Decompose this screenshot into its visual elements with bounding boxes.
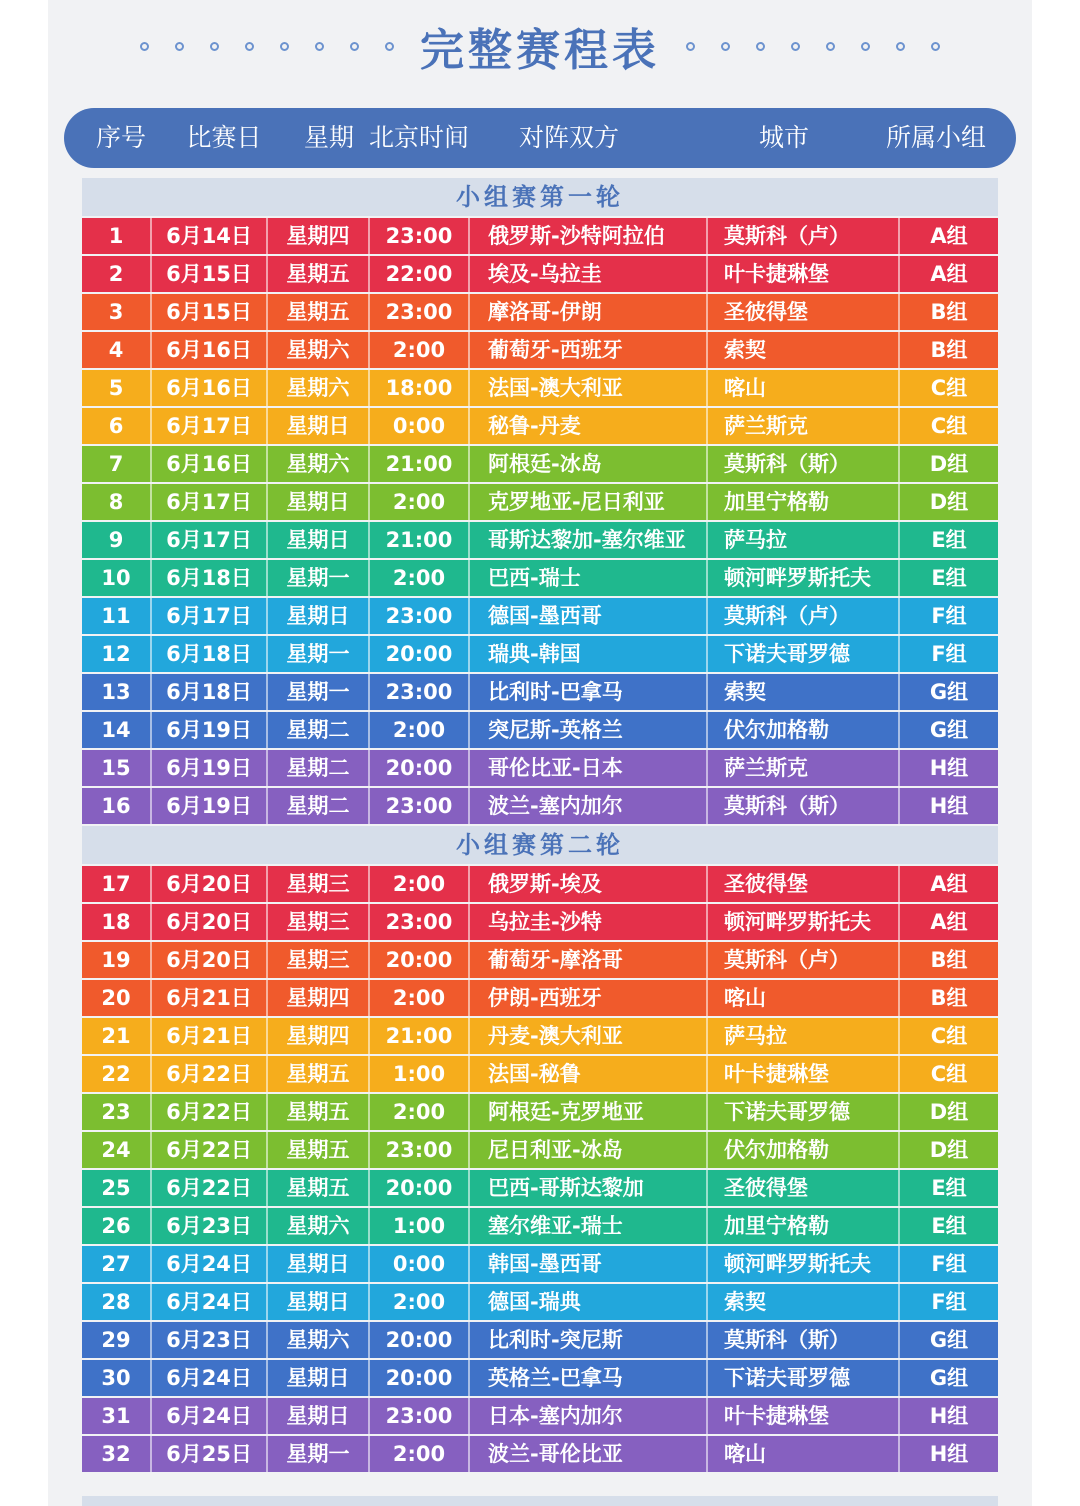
match-date: 6月20日 (152, 942, 268, 978)
match-teams: 瑞典-韩国 (470, 636, 708, 672)
match-city: 莫斯科（斯） (708, 788, 900, 824)
match-time: 1:00 (370, 1208, 470, 1244)
round-label: 小组赛第一轮 (82, 178, 998, 216)
header-group: 所属小组 (885, 123, 986, 152)
match-teams: 波兰-塞内加尔 (470, 788, 708, 824)
match-teams: 德国-墨西哥 (470, 598, 708, 634)
match-number: 24 (82, 1132, 152, 1168)
match-date: 6月16日 (152, 446, 268, 482)
match-time: 20:00 (370, 1170, 470, 1206)
match-date: 6月22日 (152, 1094, 268, 1130)
schedule-table (82, 178, 998, 1474)
match-time: 20:00 (370, 942, 470, 978)
match-teams: 葡萄牙-西班牙 (470, 332, 708, 368)
match-city: 圣彼得堡 (708, 866, 900, 902)
match-time: 2:00 (370, 1094, 470, 1130)
match-city: 莫斯科（卢） (708, 598, 900, 634)
match-city: 顿河畔罗斯托夫 (708, 1246, 900, 1282)
match-time: 2:00 (370, 484, 470, 520)
table-row (82, 712, 998, 748)
match-city: 萨兰斯克 (708, 408, 900, 444)
match-date: 6月24日 (152, 1246, 268, 1282)
match-weekday: 星期日 (268, 598, 370, 634)
match-weekday: 星期日 (268, 1246, 370, 1282)
match-city: 顿河畔罗斯托夫 (708, 560, 900, 596)
match-city: 叶卡捷琳堡 (708, 256, 900, 292)
match-date: 6月17日 (152, 484, 268, 520)
match-date: 6月24日 (152, 1284, 268, 1320)
match-weekday: 星期四 (268, 218, 370, 254)
match-date: 6月18日 (152, 560, 268, 596)
match-time: 23:00 (370, 788, 470, 824)
match-group: C组 (930, 1024, 968, 1048)
match-time: 21:00 (370, 1018, 470, 1054)
match-time: 2:00 (370, 332, 470, 368)
match-number: 5 (82, 370, 152, 406)
match-teams: 尼日利亚-冰岛 (470, 1132, 708, 1168)
match-date: 6月19日 (152, 712, 268, 748)
match-number: 15 (82, 750, 152, 786)
match-date: 6月14日 (152, 218, 268, 254)
match-date: 6月16日 (152, 370, 268, 406)
header-number: 序号 (95, 123, 146, 152)
match-weekday: 星期五 (268, 256, 370, 292)
header-weekday: 星期 (303, 123, 354, 152)
match-group: G组 (929, 680, 969, 704)
match-number: 4 (82, 332, 152, 368)
table-row (82, 1322, 998, 1358)
table-row (82, 598, 998, 634)
right-dot-decoration (686, 42, 940, 51)
match-time: 2:00 (370, 560, 470, 596)
match-teams: 塞尔维亚-瑞士 (470, 1208, 708, 1244)
match-date: 6月22日 (152, 1132, 268, 1168)
table-row (82, 1208, 998, 1244)
match-date: 6月15日 (152, 256, 268, 292)
table-row (82, 332, 998, 368)
table-row (82, 522, 998, 558)
table-row (82, 1360, 998, 1396)
match-number: 12 (82, 636, 152, 672)
match-city: 索契 (708, 674, 900, 710)
match-time: 23:00 (370, 674, 470, 710)
match-time: 23:00 (370, 218, 470, 254)
match-weekday: 星期四 (268, 1018, 370, 1054)
match-weekday: 星期六 (268, 1322, 370, 1358)
match-number: 30 (82, 1360, 152, 1396)
schedule-page (48, 0, 1032, 1506)
match-teams: 摩洛哥-伊朗 (470, 294, 708, 330)
match-city: 加里宁格勒 (708, 484, 900, 520)
match-group: B组 (930, 338, 968, 362)
match-number: 27 (82, 1246, 152, 1282)
match-date: 6月20日 (152, 866, 268, 902)
match-weekday: 星期一 (268, 636, 370, 672)
table-row (82, 1284, 998, 1320)
table-row (82, 294, 998, 330)
match-weekday: 星期日 (268, 408, 370, 444)
match-teams: 韩国-墨西哥 (470, 1246, 708, 1282)
match-group: A组 (930, 262, 968, 286)
header-beijing-time: 北京时间 (368, 123, 469, 152)
match-teams: 日本-塞内加尔 (470, 1398, 708, 1434)
match-weekday: 星期三 (268, 904, 370, 940)
match-time: 0:00 (370, 408, 470, 444)
match-group: A组 (930, 872, 968, 896)
match-date: 6月24日 (152, 1360, 268, 1396)
table-row (82, 750, 998, 786)
match-teams: 葡萄牙-摩洛哥 (470, 942, 708, 978)
match-weekday: 星期五 (268, 294, 370, 330)
match-group: C组 (930, 376, 968, 400)
match-group: G组 (929, 1328, 969, 1352)
match-number: 6 (82, 408, 152, 444)
match-number: 22 (82, 1056, 152, 1092)
match-weekday: 星期五 (268, 1170, 370, 1206)
match-city: 喀山 (708, 980, 900, 1016)
match-date: 6月15日 (152, 294, 268, 330)
match-number: 19 (82, 942, 152, 978)
match-teams: 丹麦-澳大利亚 (470, 1018, 708, 1054)
match-date: 6月19日 (152, 750, 268, 786)
match-time: 2:00 (370, 866, 470, 902)
match-weekday: 星期五 (268, 1094, 370, 1130)
match-city: 萨马拉 (708, 522, 900, 558)
match-teams: 阿根廷-克罗地亚 (470, 1094, 708, 1130)
match-weekday: 星期日 (268, 484, 370, 520)
match-weekday: 星期六 (268, 332, 370, 368)
match-teams: 埃及-乌拉圭 (470, 256, 708, 292)
table-row (82, 1018, 998, 1054)
table-row (82, 674, 998, 710)
match-weekday: 星期一 (268, 674, 370, 710)
match-date: 6月23日 (152, 1322, 268, 1358)
match-time: 23:00 (370, 294, 470, 330)
match-number: 25 (82, 1170, 152, 1206)
match-number: 7 (82, 446, 152, 482)
match-teams: 伊朗-西班牙 (470, 980, 708, 1016)
left-dot-decoration (140, 42, 394, 51)
match-group: E组 (931, 1176, 967, 1200)
match-weekday: 星期二 (268, 788, 370, 824)
table-row (82, 980, 998, 1016)
match-number: 32 (82, 1436, 152, 1472)
match-city: 下诺夫哥罗德 (708, 1094, 900, 1130)
match-group: H组 (929, 756, 969, 780)
match-group: G组 (929, 1366, 969, 1390)
match-weekday: 星期五 (268, 1132, 370, 1168)
match-time: 23:00 (370, 598, 470, 634)
match-date: 6月17日 (152, 598, 268, 634)
match-city: 莫斯科（卢） (708, 942, 900, 978)
match-group: A组 (930, 224, 968, 248)
match-time: 20:00 (370, 636, 470, 672)
match-weekday: 星期日 (268, 1360, 370, 1396)
match-group: H组 (929, 1442, 969, 1466)
match-number: 9 (82, 522, 152, 558)
match-teams: 哥斯达黎加-塞尔维亚 (470, 522, 708, 558)
table-row (82, 942, 998, 978)
match-time: 23:00 (370, 904, 470, 940)
match-teams: 突尼斯-英格兰 (470, 712, 708, 748)
table-row (82, 218, 998, 254)
table-row (82, 1170, 998, 1206)
match-time: 22:00 (370, 256, 470, 292)
match-number: 3 (82, 294, 152, 330)
match-group: F组 (931, 1290, 967, 1314)
match-number: 8 (82, 484, 152, 520)
match-city: 萨兰斯克 (708, 750, 900, 786)
match-date: 6月24日 (152, 1398, 268, 1434)
match-teams: 克罗地亚-尼日利亚 (470, 484, 708, 520)
match-number: 1 (82, 218, 152, 254)
match-number: 2 (82, 256, 152, 292)
match-weekday: 星期三 (268, 866, 370, 902)
match-teams: 秘鲁-丹麦 (470, 408, 708, 444)
match-city: 伏尔加格勒 (708, 1132, 900, 1168)
match-group: F组 (931, 642, 967, 666)
table-row (82, 1246, 998, 1282)
header-teams: 对阵双方 (518, 123, 619, 152)
match-weekday: 星期四 (268, 980, 370, 1016)
match-city: 莫斯科（卢） (708, 218, 900, 254)
match-date: 6月18日 (152, 674, 268, 710)
match-city: 顿河畔罗斯托夫 (708, 904, 900, 940)
match-number: 23 (82, 1094, 152, 1130)
match-city: 索契 (708, 332, 900, 368)
match-weekday: 星期三 (268, 942, 370, 978)
match-teams: 英格兰-巴拿马 (470, 1360, 708, 1396)
match-teams: 波兰-哥伦比亚 (470, 1436, 708, 1472)
match-group: B组 (930, 948, 968, 972)
match-date: 6月23日 (152, 1208, 268, 1244)
match-date: 6月22日 (152, 1170, 268, 1206)
match-teams: 比利时-巴拿马 (470, 674, 708, 710)
match-date: 6月25日 (152, 1436, 268, 1472)
match-teams: 德国-瑞典 (470, 1284, 708, 1320)
match-weekday: 星期一 (268, 1436, 370, 1472)
table-row (82, 636, 998, 672)
match-group: D组 (929, 490, 969, 514)
match-date: 6月20日 (152, 904, 268, 940)
match-time: 21:00 (370, 522, 470, 558)
match-city: 加里宁格勒 (708, 1208, 900, 1244)
table-row (82, 788, 998, 824)
match-teams: 巴西-瑞士 (470, 560, 708, 596)
table-row (82, 446, 998, 482)
table-row (82, 1132, 998, 1168)
match-weekday: 星期六 (268, 1208, 370, 1244)
match-city: 圣彼得堡 (708, 294, 900, 330)
match-teams: 法国-澳大利亚 (470, 370, 708, 406)
match-date: 6月16日 (152, 332, 268, 368)
match-group: A组 (930, 910, 968, 934)
match-time: 2:00 (370, 1284, 470, 1320)
match-time: 2:00 (370, 980, 470, 1016)
match-city: 索契 (708, 1284, 900, 1320)
match-time: 23:00 (370, 1398, 470, 1434)
match-time: 20:00 (370, 1322, 470, 1358)
match-time: 2:00 (370, 712, 470, 748)
match-number: 13 (82, 674, 152, 710)
match-number: 10 (82, 560, 152, 596)
page-title: 完整赛程表 (420, 25, 660, 76)
match-number: 20 (82, 980, 152, 1016)
title-row (48, 14, 1032, 78)
match-time: 23:00 (370, 1132, 470, 1168)
match-group: G组 (929, 718, 969, 742)
match-date: 6月17日 (152, 408, 268, 444)
match-number: 31 (82, 1398, 152, 1434)
match-date: 6月21日 (152, 1018, 268, 1054)
match-time: 21:00 (370, 446, 470, 482)
match-city: 叶卡捷琳堡 (708, 1056, 900, 1092)
match-date: 6月22日 (152, 1056, 268, 1092)
match-teams: 巴西-哥斯达黎加 (470, 1170, 708, 1206)
table-row (82, 370, 998, 406)
match-date: 6月19日 (152, 788, 268, 824)
match-group: D组 (929, 1138, 969, 1162)
match-city: 下诺夫哥罗德 (708, 636, 900, 672)
table-row (82, 866, 998, 902)
match-group: B组 (930, 300, 968, 324)
header-city: 城市 (758, 123, 809, 152)
match-city: 伏尔加格勒 (708, 712, 900, 748)
match-weekday: 星期日 (268, 1398, 370, 1434)
column-header-bar (64, 108, 1016, 168)
match-group: C组 (930, 414, 968, 438)
match-number: 14 (82, 712, 152, 748)
match-time: 20:00 (370, 750, 470, 786)
match-number: 28 (82, 1284, 152, 1320)
match-city: 莫斯科（斯） (708, 446, 900, 482)
match-group: H组 (929, 794, 969, 818)
match-group: B组 (930, 986, 968, 1010)
match-group: D组 (929, 1100, 969, 1124)
table-row (82, 408, 998, 444)
table-row (82, 484, 998, 520)
header-match-day: 比赛日 (186, 123, 262, 152)
match-group: D组 (929, 452, 969, 476)
match-city: 喀山 (708, 1436, 900, 1472)
match-teams: 乌拉圭-沙特 (470, 904, 708, 940)
table-row (82, 904, 998, 940)
match-time: 18:00 (370, 370, 470, 406)
match-group: E组 (931, 528, 967, 552)
match-time: 20:00 (370, 1360, 470, 1396)
match-weekday: 星期一 (268, 560, 370, 596)
match-city: 莫斯科（斯） (708, 1322, 900, 1358)
match-number: 17 (82, 866, 152, 902)
match-time: 1:00 (370, 1056, 470, 1092)
match-number: 16 (82, 788, 152, 824)
match-date: 6月18日 (152, 636, 268, 672)
match-weekday: 星期二 (268, 750, 370, 786)
match-number: 11 (82, 598, 152, 634)
match-date: 6月21日 (152, 980, 268, 1016)
match-weekday: 星期五 (268, 1056, 370, 1092)
match-teams: 阿根廷-冰岛 (470, 446, 708, 482)
next-round-strip (82, 1496, 998, 1506)
match-city: 圣彼得堡 (708, 1170, 900, 1206)
match-teams: 俄罗斯-沙特阿拉伯 (470, 218, 708, 254)
match-teams: 比利时-突尼斯 (470, 1322, 708, 1358)
match-teams: 哥伦比亚-日本 (470, 750, 708, 786)
match-time: 2:00 (370, 1436, 470, 1472)
match-time: 0:00 (370, 1246, 470, 1282)
match-group: C组 (930, 1062, 968, 1086)
match-number: 18 (82, 904, 152, 940)
match-city: 喀山 (708, 370, 900, 406)
match-number: 29 (82, 1322, 152, 1358)
match-weekday: 星期二 (268, 712, 370, 748)
match-group: F组 (931, 604, 967, 628)
round-label: 小组赛第二轮 (82, 826, 998, 864)
match-teams: 俄罗斯-埃及 (470, 866, 708, 902)
match-weekday: 星期六 (268, 370, 370, 406)
match-city: 萨马拉 (708, 1018, 900, 1054)
match-weekday: 星期日 (268, 522, 370, 558)
match-teams: 法国-秘鲁 (470, 1056, 708, 1092)
match-city: 下诺夫哥罗德 (708, 1360, 900, 1396)
table-row (82, 256, 998, 292)
table-row (82, 1398, 998, 1434)
table-row (82, 1056, 998, 1092)
match-date: 6月17日 (152, 522, 268, 558)
table-row (82, 1436, 998, 1472)
match-group: E组 (931, 566, 967, 590)
match-number: 26 (82, 1208, 152, 1244)
match-number: 21 (82, 1018, 152, 1054)
match-group: F组 (931, 1252, 967, 1276)
match-weekday: 星期日 (268, 1284, 370, 1320)
table-row (82, 560, 998, 596)
match-city: 叶卡捷琳堡 (708, 1398, 900, 1434)
match-weekday: 星期六 (268, 446, 370, 482)
match-group: H组 (929, 1404, 969, 1428)
table-row (82, 1094, 998, 1130)
match-group: E组 (931, 1214, 967, 1238)
